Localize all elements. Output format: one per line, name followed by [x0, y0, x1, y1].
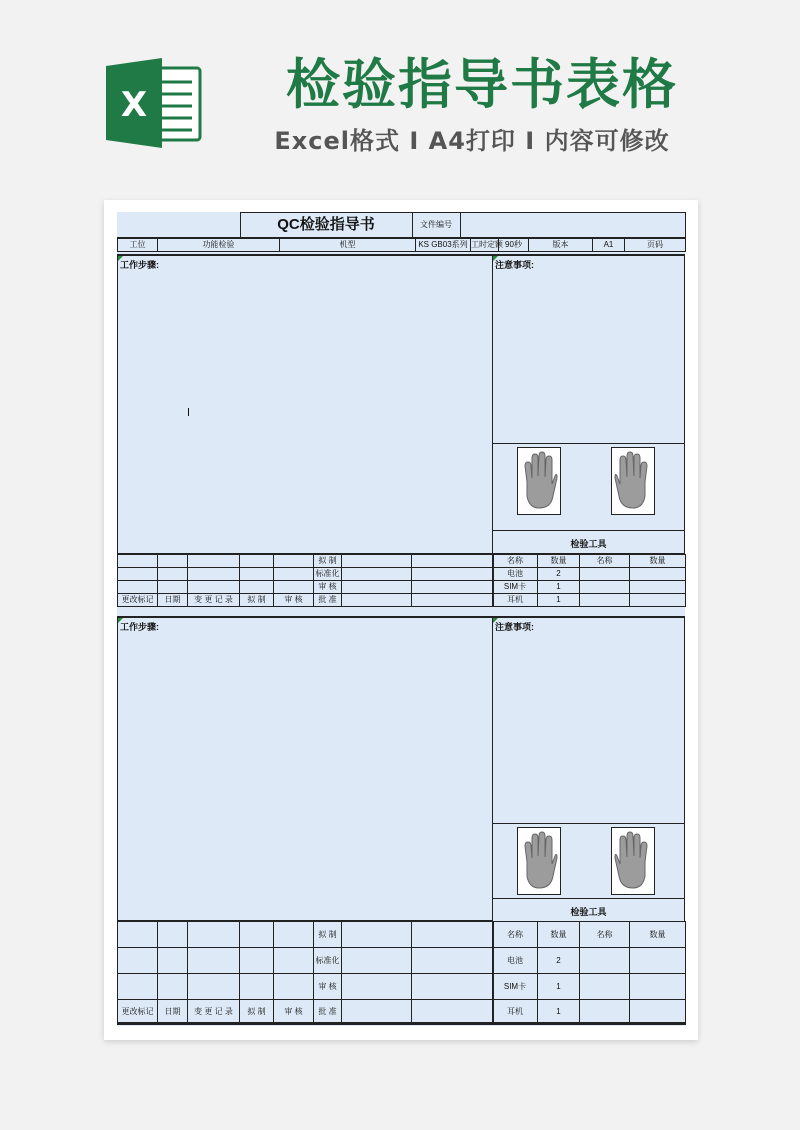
- table-row: 电池 2: [493, 568, 686, 581]
- review-label-2: 审 核: [274, 594, 314, 607]
- table-row: 电池 2: [493, 948, 686, 974]
- tools-grid-2: [492, 921, 686, 1025]
- tool-name-header-b: 名称: [493, 922, 538, 948]
- model-value-cell[interactable]: KS GB03系列: [416, 239, 471, 252]
- document-title: QC检验指导书: [240, 213, 412, 238]
- file-no-value[interactable]: [460, 213, 685, 238]
- table-row: SIM卡 1: [493, 581, 686, 594]
- notes-label-2: 注意事项:: [495, 622, 534, 632]
- logo-letter: X: [120, 85, 148, 125]
- table-row: SIM卡 1: [493, 974, 686, 1000]
- review-label: 审 核: [314, 581, 342, 594]
- notes-area-2[interactable]: [492, 616, 685, 824]
- tool-name-header: 名称: [493, 555, 538, 568]
- standard-label: 标准化: [314, 568, 342, 581]
- glove-images-2: [492, 823, 685, 899]
- file-no-label: 文件编号: [412, 213, 460, 238]
- review-label-2b: 审 核: [274, 1000, 314, 1025]
- tool-qty-header: 数量: [538, 555, 580, 568]
- date-label: 日期: [158, 594, 188, 607]
- tool-qty-header-2b: 数量: [630, 922, 686, 948]
- station-label: 工位: [118, 239, 158, 252]
- tool-name-header-2b: 名称: [580, 922, 630, 948]
- inspection-section-2: [117, 616, 685, 1026]
- bottom-border: [117, 1022, 685, 1024]
- draft-label-2b: 拟 制: [240, 1000, 274, 1025]
- work-steps-area-2[interactable]: [117, 616, 493, 921]
- right-glove-icon: [611, 447, 655, 515]
- model-label: 机型: [280, 239, 416, 252]
- change-mark-label: 更改标记: [118, 594, 158, 607]
- work-steps-label-2: 工作步骤:: [120, 622, 159, 632]
- tools-title: 检验工具: [492, 530, 685, 554]
- change-mark-label-b: 更改标记: [118, 1000, 158, 1025]
- approve-label-b: 批 准: [314, 1000, 342, 1025]
- table-row: 耳机 1: [493, 594, 686, 607]
- work-steps-label: 工作步骤:: [120, 260, 159, 270]
- review-label-b: 审 核: [314, 974, 342, 1000]
- tools-grid-1: [492, 554, 686, 607]
- date-label-b: 日期: [158, 1000, 188, 1025]
- banner-title: 检验指导书表格: [286, 53, 678, 116]
- document-header: [117, 212, 686, 238]
- draft-label-b: 拟 制: [314, 922, 342, 948]
- station-value[interactable]: 功能检验: [158, 239, 280, 252]
- inspection-section-1: [117, 254, 685, 616]
- left-glove-icon-2: [517, 827, 561, 895]
- approval-grid-1: [117, 554, 494, 607]
- banner-subtitle: Excel格式 I A4打印 I 内容可修改: [274, 127, 670, 155]
- tool-qty-header-b: 数量: [538, 922, 580, 948]
- right-glove-icon-2: [611, 827, 655, 895]
- tool-qty-header-2: 数量: [630, 555, 686, 568]
- draft-label-2: 拟 制: [240, 594, 274, 607]
- draft-label: 拟 制: [314, 555, 342, 568]
- page-label: 页码: [625, 239, 686, 252]
- version-label: 版本: [529, 239, 593, 252]
- inspection-document: [117, 212, 685, 1026]
- tool-name-header-2: 名称: [580, 555, 630, 568]
- text-cursor: [188, 408, 189, 416]
- time-label: 工时定额: [471, 239, 499, 252]
- notes-label: 注意事项:: [495, 260, 534, 270]
- work-steps-area[interactable]: [117, 254, 493, 554]
- glove-images: [492, 443, 685, 531]
- version-value[interactable]: A1: [593, 239, 625, 252]
- time-value[interactable]: 90秒: [499, 239, 529, 252]
- notes-area[interactable]: [492, 254, 685, 444]
- left-glove-icon: [517, 447, 561, 515]
- approve-label: 批 准: [314, 594, 342, 607]
- info-row: [117, 238, 686, 252]
- standard-label-b: 标准化: [314, 948, 342, 974]
- table-row: 耳机 1: [493, 1000, 686, 1025]
- approval-grid-2: [117, 921, 494, 1025]
- tools-title-2: 检验工具: [492, 898, 685, 922]
- excel-logo-icon: [104, 58, 204, 148]
- change-record-label: 变 更 记 录: [188, 594, 240, 607]
- change-record-label-b: 变 更 记 录: [188, 1000, 240, 1025]
